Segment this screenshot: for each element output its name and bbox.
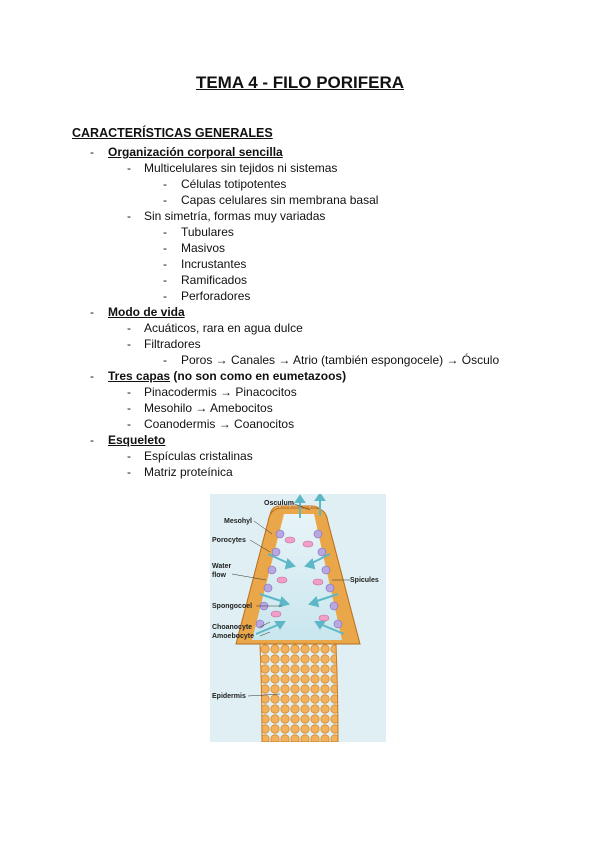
list-item: Sin simetría, formas muy variadas [144,209,326,223]
bullet-dash: - [163,289,167,303]
list-item: Pinacodermis → Pinacocitos [144,385,297,399]
bullet-dash: - [127,417,131,431]
bullet-dash: - [127,321,131,335]
label-amoebocyte: Amoebocyte [212,633,255,640]
list-item: Incrustantes [181,257,247,271]
heading-tres-capas: Tres capas (no son como en eumetazoos) [108,369,347,383]
bullet-dash: - [90,145,94,159]
bullet-dash: - [90,369,94,383]
bullet-dash: - [127,465,131,479]
bullet-dash: - [127,209,131,223]
label-porocytes: Porocytes [212,537,246,544]
list-item: Masivos [181,241,226,255]
heading-modo-vida: Modo de vida [108,305,185,319]
list-item: Células totipotentes [181,177,287,191]
list-item: Matriz proteínica [144,465,233,479]
list-item: Acuáticos, rara en agua dulce [144,321,303,335]
bullet-dash: - [127,337,131,351]
list-item: Espículas cristalinas [144,449,253,463]
list-item: Ramificados [181,273,248,287]
list-item: Filtradores [144,337,201,351]
label-spicules: Spicules [350,577,379,584]
label-water: Water [212,563,232,570]
label-choanocyte: Choanocyte [212,624,253,631]
bullet-dash: - [163,177,167,191]
section-heading: CARACTERÍSTICAS GENERALES [72,126,273,140]
sponge-diagram [210,494,386,742]
label-epidermis: Epidermis [212,693,246,700]
bullet-dash: - [90,433,94,447]
label-osculum: Osculum [264,500,294,507]
bullet-dash: - [163,193,167,207]
list-item: Tubulares [181,225,234,239]
heading-organizacion: Organización corporal sencilla [108,145,283,159]
bullet-dash: - [163,353,167,367]
bullet-dash: - [127,449,131,463]
list-item: Poros → Canales → Atrio (también espongocele) → Ósculo [181,353,500,367]
bullet-dash: - [127,401,131,415]
bullet-dash: - [127,385,131,399]
label-spongocoel: Spongocoel [212,603,253,610]
label-flow: flow [212,572,226,579]
bullet-dash: - [163,241,167,255]
list-item: Mesohilo → Amebocitos [144,401,273,415]
list-item: Perforadores [181,289,251,303]
bullet-dash: - [163,273,167,287]
label-mesohyl: Mesohyl [224,518,253,525]
bullet-dash: - [163,225,167,239]
list-item: Capas celulares sin membrana basal [181,193,379,207]
bullet-dash: - [90,305,94,319]
bullet-dash: - [127,161,131,175]
heading-esqueleto: Esqueleto [108,433,166,447]
page-title: TEMA 4 - FILO PORIFERA [195,73,405,92]
list-item: Coanodermis → Coanocitos [144,417,295,431]
list-item: Multicelulares sin tejidos ni sistemas [144,161,338,175]
bullet-dash: - [163,257,167,271]
